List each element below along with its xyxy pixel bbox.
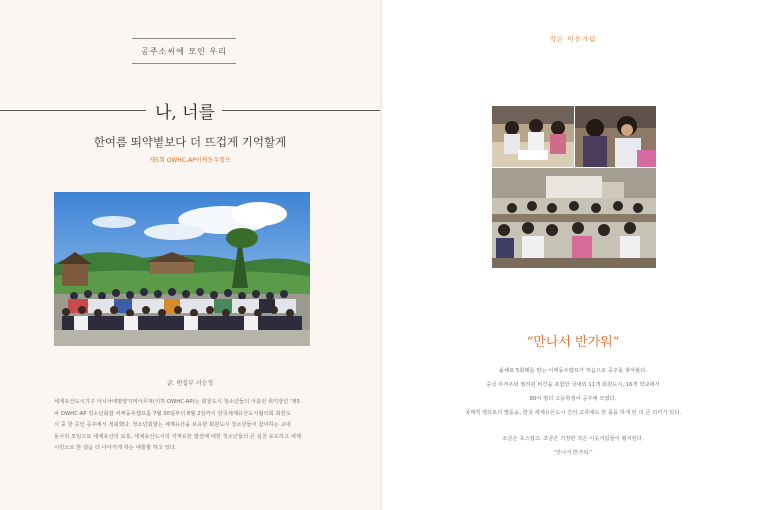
paragraph-line: 80여 명의 고등학생이 공주에 모였다. xyxy=(529,396,617,402)
body-line: 세계유산도시기구 아시아태평양지역사무처(이하 OWHC-AP)는 회원도시 청소년들의 아름된 취미장인 '제5 xyxy=(54,399,301,405)
group-photo xyxy=(54,192,310,346)
body-line: 시민으로 한 걸음 더 나아가게 하는 애들할 하고 있다. xyxy=(54,445,177,451)
section-label-right: 작은 이웃거림 xyxy=(549,35,597,43)
page-title: 나, 너를 xyxy=(154,103,216,123)
right-page xyxy=(382,0,764,510)
page-subtitle: 한여름 뙤약볕보다 더 뜨겁게 기억할게 xyxy=(93,135,287,149)
photo-lecture-hall xyxy=(492,168,656,268)
paragraph-line: 국제적 행프로의 발돋움, 한국 세계유산도시 간의 교류에도 한 몫을 하게 된 더 큰 의미가 있다. xyxy=(464,410,682,416)
photo-caption: 글. 편집부 서승정 xyxy=(166,380,214,387)
body-line: 동아리 모임으로 세계유산의 보호, 세계유산도시의 지역유한 발전에 대한 청소년들의 큰 실천 유도하고 세계 xyxy=(54,433,302,440)
title-rule-right xyxy=(222,110,380,111)
title-row xyxy=(0,98,380,122)
paragraph-line: 올해로 5회째를 맞는 어쩌동우캠프가 처음으로 공주를 찾아왔다. xyxy=(498,368,648,374)
photo-students-closeup xyxy=(575,106,656,167)
quote-heading: “만나서 반가워” xyxy=(526,335,620,350)
paragraph-line: “만나서 반가워.” xyxy=(553,450,593,456)
title-rule-left xyxy=(0,110,146,111)
body-line: 차 OWHC-AP 청소년회합 어쩌동우캠프를 7월 30일부터 8월 2일까지 한국세계유산도시협의회 회원도 xyxy=(54,410,291,417)
photo-students-table xyxy=(492,106,574,167)
section-label: 공주소씨에 모인 우리 xyxy=(132,38,236,64)
event-name: 제5회 OWHC-AP어쩌동우캠프 xyxy=(149,157,231,164)
body-line: 시 중 한 곳인 공주에서 개최했다. 청소년회합는 세계유산을 보유한 회원도시 청소년들이 참여하는 교내 xyxy=(54,422,291,428)
body-text xyxy=(54,397,312,455)
paragraph-line: 중국 쑤저우와 필리핀 비간을 포함한 국내외 11개 회원도시, 16개 학교에서 xyxy=(486,382,660,388)
paragraph-line: 조금은 쑥스럽고, 조금은 의장한 작은 이웃거림들이 펼치된다. xyxy=(502,436,644,442)
